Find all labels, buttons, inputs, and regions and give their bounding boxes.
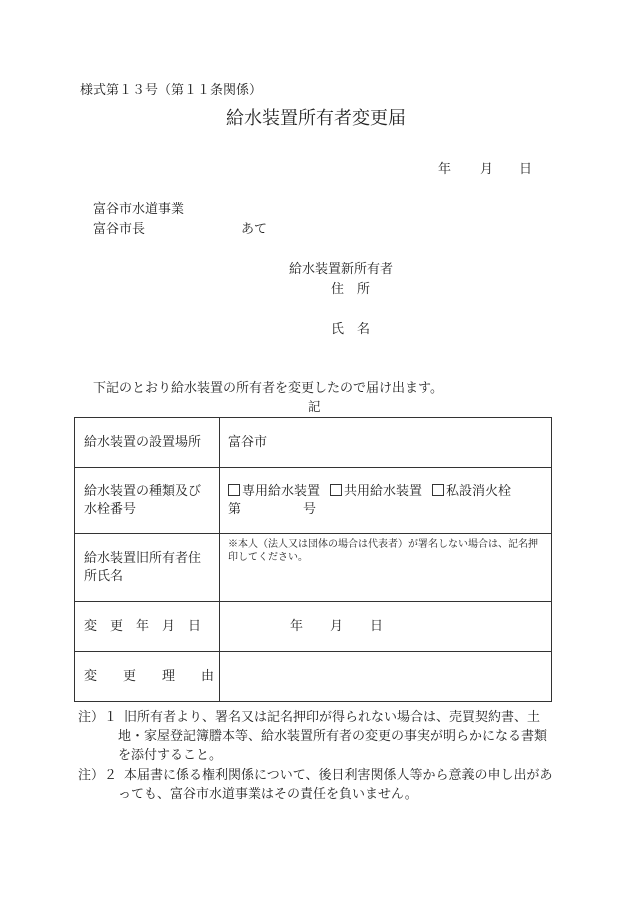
note-2: [78, 766, 558, 806]
reason-field[interactable]: [220, 652, 552, 702]
table-row-old-owner: [75, 534, 552, 602]
change-date-month: 月: [330, 618, 344, 634]
new-owner-address-label: 住 所: [331, 282, 371, 297]
change-date-year: 年: [290, 618, 304, 634]
note-1-prefix: 注）１: [78, 710, 118, 725]
faucet-go: 号: [303, 501, 317, 517]
table-row-change-date: [75, 602, 552, 652]
old-owner-field[interactable]: [220, 534, 552, 602]
new-owner-heading: 給水装置新所有者: [289, 262, 394, 277]
ki-label: 記: [308, 399, 321, 414]
type-option-hydrant[interactable]: 私設消火栓: [432, 484, 511, 499]
note-1: [78, 708, 558, 765]
reason-label: 変 更 理 由: [75, 652, 220, 702]
table-row-reason: [75, 652, 552, 702]
checkbox-hydrant[interactable]: [432, 484, 444, 496]
change-date-label: 変 更 年 月 日: [75, 602, 220, 652]
form-number: 様式第１３号（第１１条関係）: [80, 83, 263, 98]
change-date-field[interactable]: [220, 602, 552, 652]
type-option-shared[interactable]: 共用給水装置: [330, 484, 422, 499]
type-value-cell: [220, 468, 552, 534]
type-label-cell: [75, 468, 220, 534]
page-title: 給水装置所有者変更届: [226, 108, 406, 129]
addressee-mayor: 富谷市長: [93, 222, 146, 237]
date-day-label: 日: [519, 162, 533, 177]
note-2-text: 本届書に係る権利関係について、後日利害関係人等から意義の申し出があっても、富谷市水道事業はその責任を負いません。: [118, 768, 553, 802]
faucet-dai: 第: [228, 501, 242, 517]
note-1-text: 旧所有者より、署名又は記名押印が得られない場合は、売買契約書、土地・家屋登記簿謄本等、給水装置所有者の変更の事実が明らかになる書類を添付すること。: [118, 710, 548, 763]
old-owner-note: ※本人（法人又は団体の場合は代表者）が署名しない場合は、記名押印してください。: [228, 539, 538, 563]
type-option-private[interactable]: 専用給水装置: [228, 484, 320, 499]
intro-text: 下記のとおり給水装置の所有者を変更したので届け出ます。: [93, 381, 443, 396]
addressee-org: 富谷市水道事業: [93, 202, 185, 217]
change-date-day: 日: [370, 618, 384, 634]
new-owner-name-label: 氏 名: [331, 322, 371, 337]
type-options: [228, 483, 551, 501]
place-value-field[interactable]: [220, 418, 552, 468]
checkbox-shared[interactable]: [330, 484, 342, 496]
place-label: 給水装置の設置場所: [75, 418, 220, 468]
place-value: 富谷市: [228, 434, 268, 450]
date-month-label: 月: [480, 162, 494, 177]
type-label: 給水装置の種類及び水栓番号: [84, 483, 202, 517]
table-row-place: [75, 418, 552, 468]
form-table: [74, 417, 552, 702]
faucet-number-line: [228, 501, 551, 519]
date-year-label: 年: [438, 162, 452, 177]
table-row-type: [75, 468, 552, 534]
addressee-ate: あて: [241, 222, 268, 237]
old-owner-label: 給水装置旧所有者住所氏名: [84, 550, 202, 584]
note-2-prefix: 注）２: [78, 768, 118, 783]
checkbox-private[interactable]: [228, 484, 240, 496]
old-owner-label-cell: [75, 534, 220, 602]
